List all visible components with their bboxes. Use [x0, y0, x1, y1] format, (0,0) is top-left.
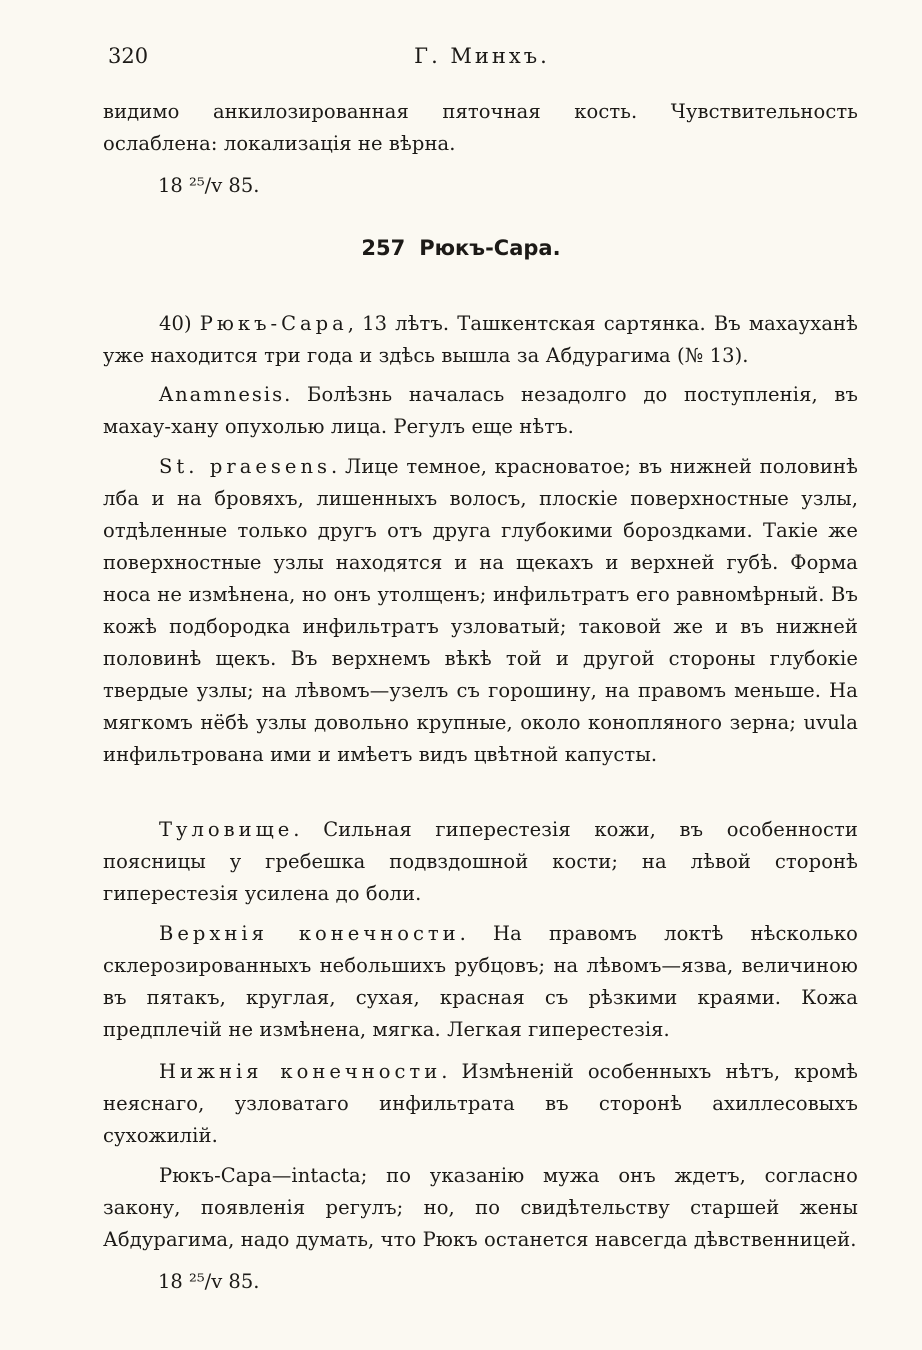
term-anamnesis: Anamnesis — [159, 383, 285, 406]
paragraph-intro-case — [103, 308, 858, 372]
page-number: 320 — [108, 44, 149, 68]
term-torso: Туловище — [159, 818, 294, 841]
paragraph-text: . На правомъ локтѣ нѣсколько склерозированныхъ небольшихъ рубцовъ; на лѣвомъ—язва, величиною въ пятакъ, круглая, сухая, красная съ рѣзкими краями. Кожа предплечій не измѣнена, мягка. Легкая гиперестезія. — [103, 922, 859, 1041]
paragraph-text: Рюкъ-Сара—intacta; по указанію мужа онъ ждетъ, согласно закону, появленія регулъ; но, по свидѣтельству старшей жены Абдурагима, надо думать, что Рюкъ останется навсегда дѣвственницей. — [103, 1164, 858, 1251]
term-upper-limbs: Верхнія конечности — [159, 922, 460, 945]
term-lower-limbs: Нижнія конечности — [159, 1060, 442, 1083]
paragraph-anamnesis — [103, 379, 858, 443]
section-title: Рюкъ-Сара. — [419, 236, 561, 260]
intro-date: 18 ²⁵/v 85. — [158, 174, 260, 197]
page-header — [108, 44, 856, 74]
case-number: 40) — [159, 312, 200, 335]
patient-name: Рюкъ-Сара — [199, 312, 348, 335]
paragraph-conclusion — [103, 1160, 858, 1256]
intro-paragraph: видимо анкилозированная пяточная кость. Чувствительность ослаблена: локализація не вѣрна. — [103, 100, 858, 155]
paragraph-text: . Лице темное, красноватое; въ нижней половинѣ лба и на бровяхъ, лишенныхъ волосъ, плоскіе поверхностные узлы, отдѣленные только другъ отъ друга глубокими бороздками. Такіе же поверхностные узлы находятся и на щекахъ и верхней губѣ. Форма носа не измѣнена, но онъ утолщенъ; инфильтратъ его равномѣрный. Въ кожѣ подбородка инфильтратъ узловатый; таковой же и въ нижней половинѣ щекъ. Въ верхнемъ вѣкѣ той и другой стороны глубокіе твердые узлы; на лѣвомъ—узелъ съ горошину, на правомъ меньше. На мягкомъ нёбѣ узлы довольно крупные, около конопляного зерна; uvula инфильтрована ими и имѣетъ видъ цвѣтной капусты. — [103, 455, 858, 766]
running-title: Г. Минхъ. — [414, 44, 550, 68]
paragraph-text: . Болѣзнь началась незадолго до поступленія, въ махау-хану опухолью лица. Регулъ еще нѣтъ. — [103, 383, 858, 438]
paragraph-lower-limbs — [103, 1056, 858, 1152]
section-heading — [0, 236, 922, 260]
term-status-praesens: St. praesens — [159, 455, 332, 478]
paragraph-torso — [103, 814, 858, 910]
paragraph-text: . Сильная гиперестезія кожи, въ особенности поясницы у гребешка подвздошной кости; на лѣвой сторонѣ гиперестезія усилена до боли. — [103, 818, 858, 905]
paragraph-status — [103, 451, 858, 771]
section-number: 257 — [361, 236, 406, 260]
paragraph-text: , 13 лѣтъ. Ташкентская сартянка. Въ махауханѣ уже находится три года и здѣсь вышла за Абдурагима (№ 13). — [103, 312, 858, 367]
final-date: 18 ²⁵/v 85. — [158, 1270, 260, 1293]
paragraph-text: . Измѣненій особенныхъ нѣтъ, кромѣ неяснаго, узловатаго инфильтрата въ сторонѣ ахиллесовыхъ сухожилій. — [103, 1060, 858, 1147]
paragraph-upper-limbs — [103, 918, 858, 1046]
